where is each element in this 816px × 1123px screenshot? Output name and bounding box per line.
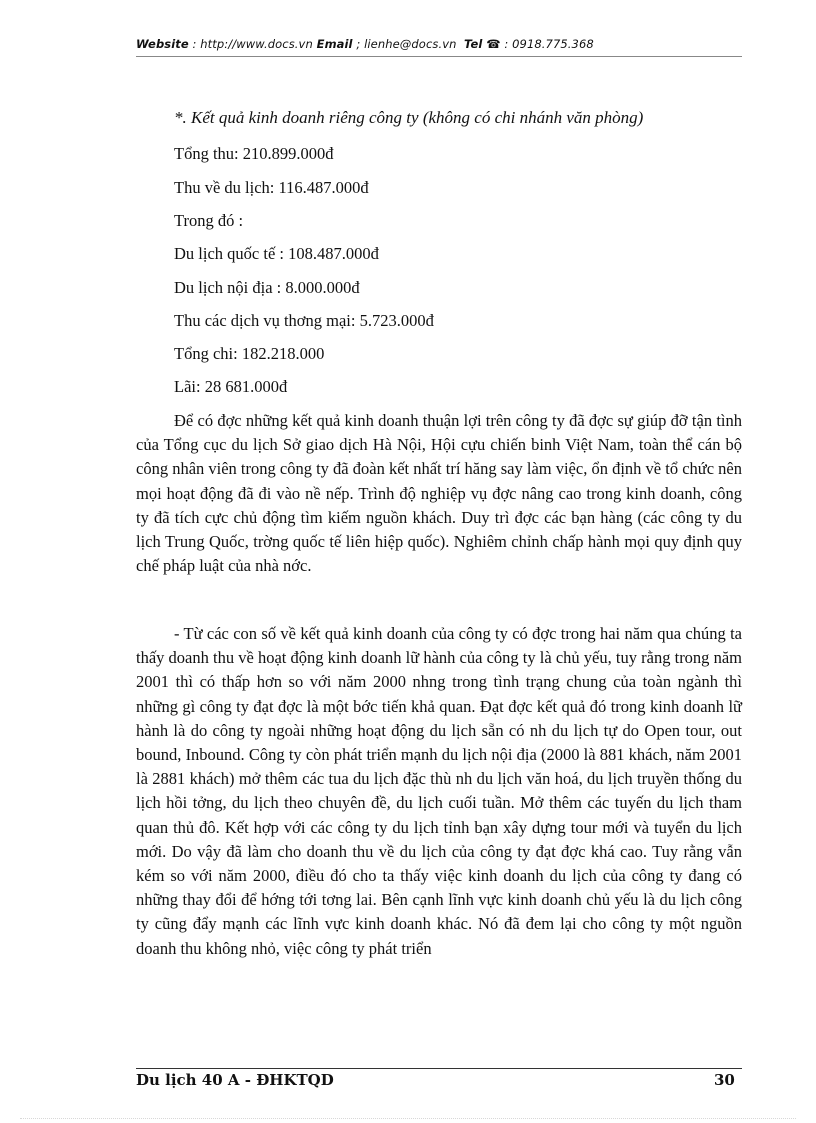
page-number: 30 bbox=[714, 1071, 735, 1089]
domestic-tourism-line: Du lịch nội địa : 8.000.000đ bbox=[174, 278, 360, 297]
paragraph-achievements: Để có đợc những kết quả kinh doanh thuận lợi trên công ty đã đợc sự giúp đỡ tận tình của Tổng cục du lịch Sở giao dịch Hà Nội, Hội cựu chiến binh Việt Nam, toàn thể cán bộ công nhân viên trong công ty đã đoàn kết nhất trí hăng say làm việc, ổn định về tổ chức nên mọi hoạt động đã đi vào nề nếp. Trình độ nghiệp vụ đợc nâng cao trong kinh doanh, công ty đã tích cực chủ động tìm kiếm nguồn khách. Duy trì đợc các bạn hàng (các công ty du lịch Trung Quốc, trờng quốc tế liên hiệp quốc). Nghiêm chỉnh chấp hành mọi quy định quy chế pháp luật của nhà nớc. bbox=[136, 411, 742, 576]
total-revenue-line: Tổng thu: 210.899.000đ bbox=[174, 144, 334, 163]
tourism-revenue-line: Thu về du lịch: 116.487.000đ bbox=[174, 178, 369, 197]
tel-number: : 0918.775.368 bbox=[500, 37, 594, 51]
profit-line: Lãi: 28 681.000đ bbox=[174, 377, 288, 396]
website-label: Website bbox=[136, 37, 189, 51]
email-address[interactable]: lienhe@docs.vn bbox=[364, 37, 457, 51]
website-separator: : bbox=[188, 37, 201, 51]
section-heading: *. Kết quả kinh doanh riêng công ty (không có chi nhánh văn phòng) bbox=[174, 108, 644, 127]
page-header bbox=[136, 37, 742, 51]
tel-label: Tel bbox=[464, 37, 483, 51]
international-tourism-line: Du lịch quốc tế : 108.487.000đ bbox=[174, 244, 379, 263]
website-url[interactable]: http://www.docs.vn bbox=[200, 37, 313, 51]
footer-course-label: Du lịch 40 A - ĐHKTQD bbox=[136, 1071, 334, 1089]
paragraph-analysis: - Từ các con số về kết quả kinh doanh của công ty có đợc trong hai năm qua chúng ta thấy doanh thu về hoạt động kinh doanh lữ hành của công ty là chủ yếu, tuy rằng trong năm 2001 thì có thấp hơn so với năm 2000 nhng trong tình trạng chung của toàn ngành thì những gì công ty đạt đợc là một bớc tiến khả quan. Đạt đợc kết quả đó trong kinh doanh lữ hành là do công ty ngoài những hoạt động du lịch sẵn có nh du lịch tự do Open tour, out bound, Inbound. Công ty còn phát triển mạnh du lịch nội địa (2000 là 881 khách, năm 2001 là 2881 khách) mở thêm các tua du lịch đặc thù nh du lịch văn hoá, du lịch truyền thống du lịch hồi tởng, du lịch theo chuyên đề, du lịch cuối tuần. Mở thêm các tuyến du lịch tham quan thủ đô. Kết hợp với các công ty du lịch tỉnh bạn xây dựng tour mới và tuyển du lịch mới. Do vậy đã làm cho doanh thu về du lịch của công ty đạt đợc khá cao. Tuy rằng vẫn kém so với năm 2000, điều đó cho ta thấy việc kinh doanh du lịch của công ty đang có những thay đổi để hớng tới tơng lai. Bên cạnh lĩnh vực kinh doanh chủ yếu là du lịch công ty cũng đẩy mạnh các lĩnh vực kinh doanh khác. Nó đã đem lại cho công ty một nguồn doanh thu không nhỏ, việc công ty phát triển bbox=[136, 624, 742, 958]
total-expense-line: Tổng chi: 182.218.000 bbox=[174, 344, 325, 363]
email-label: Email bbox=[316, 37, 353, 51]
footer-divider bbox=[136, 1068, 742, 1069]
service-revenue-line: Thu các dịch vụ thơng mại: 5.723.000đ bbox=[174, 311, 434, 330]
email-separator: ; bbox=[352, 37, 365, 51]
of-which-line: Trong đó : bbox=[174, 211, 244, 230]
page-bottom-border bbox=[20, 1118, 796, 1119]
phone-icon: ☎ bbox=[486, 37, 501, 51]
header-divider bbox=[136, 56, 742, 57]
